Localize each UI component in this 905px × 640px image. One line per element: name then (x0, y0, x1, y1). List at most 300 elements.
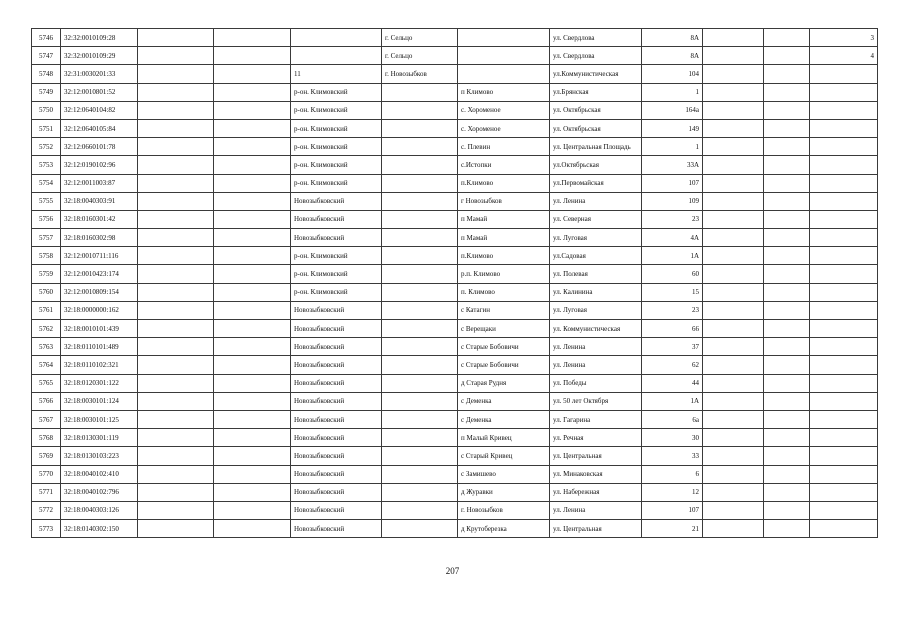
cell-apartment (810, 501, 878, 519)
cell-column-3 (138, 465, 214, 483)
cell-apartment: 4 (810, 47, 878, 65)
cell-district: Новозыбковский (291, 210, 382, 228)
cell-column-3 (138, 265, 214, 283)
cell-district: р-он. Климовский (291, 283, 382, 301)
cell-city: г. Новозыбков (382, 65, 458, 83)
cell-street: ул. Полевая (550, 265, 642, 283)
cell-street: ул. Набережная (550, 483, 642, 501)
cell-city (382, 320, 458, 338)
cell-apartment (810, 156, 878, 174)
cell-settlement (458, 29, 550, 47)
cell-column-3 (138, 101, 214, 119)
cell-settlement: п Мамай (458, 210, 550, 228)
cell-settlement: д Журавки (458, 483, 550, 501)
cell-city (382, 138, 458, 156)
cell-apartment (810, 410, 878, 428)
cell-house: 6 (642, 465, 703, 483)
cell-house: 21 (642, 520, 703, 538)
cell-house: 4А (642, 229, 703, 247)
cell-column-11 (764, 301, 810, 319)
cell-city (382, 501, 458, 519)
cell-record-number: 5767 (32, 410, 61, 428)
cell-street: ул. Ленина (550, 501, 642, 519)
cell-settlement: п.Климово (458, 247, 550, 265)
cell-cadastral-number: 32:18:0140302:150 (61, 520, 138, 538)
cell-record-number: 5748 (32, 65, 61, 83)
cell-street: ул. Коммунистическая (550, 320, 642, 338)
cell-city (382, 283, 458, 301)
cell-cadastral-number: 32:12:0011003:87 (61, 174, 138, 192)
cell-district: р-он. Климовский (291, 119, 382, 137)
table-row (32, 483, 878, 501)
cell-city (382, 429, 458, 447)
cell-column-4 (214, 47, 291, 65)
cell-district: Новозыбковский (291, 410, 382, 428)
cell-district: р-он. Климовский (291, 247, 382, 265)
cell-settlement: п Малый Кривец (458, 429, 550, 447)
cell-district (291, 47, 382, 65)
cell-apartment (810, 101, 878, 119)
cell-column-3 (138, 501, 214, 519)
cell-house: 8А (642, 47, 703, 65)
cell-record-number: 5749 (32, 83, 61, 101)
cell-column-4 (214, 192, 291, 210)
cell-cadastral-number: 32:18:0030101:124 (61, 392, 138, 410)
table-row (32, 83, 878, 101)
cell-district: р-он. Климовский (291, 174, 382, 192)
cell-settlement: п.Климово (458, 174, 550, 192)
cell-cadastral-number: 32:18:0040102:410 (61, 465, 138, 483)
cell-house: 1 (642, 138, 703, 156)
cell-district: Новозыбковский (291, 501, 382, 519)
cell-column-3 (138, 138, 214, 156)
cell-settlement (458, 65, 550, 83)
cell-column-3 (138, 174, 214, 192)
cell-district: р-он. Климовский (291, 83, 382, 101)
cell-column-4 (214, 210, 291, 228)
cell-street: ул. Северная (550, 210, 642, 228)
cell-column-11 (764, 338, 810, 356)
cell-house: 33А (642, 156, 703, 174)
cell-column-11 (764, 29, 810, 47)
cell-cadastral-number: 32:12:0190102:96 (61, 156, 138, 174)
cell-settlement: с. Хороменое (458, 119, 550, 137)
cell-column-3 (138, 29, 214, 47)
cell-column-4 (214, 483, 291, 501)
cell-city (382, 356, 458, 374)
page-number: 207 (445, 566, 460, 576)
cell-house: 1 (642, 83, 703, 101)
cell-column-10 (703, 265, 764, 283)
cell-column-11 (764, 520, 810, 538)
cell-street: ул. Ленина (550, 338, 642, 356)
cell-column-10 (703, 356, 764, 374)
cell-column-11 (764, 410, 810, 428)
cell-city (382, 392, 458, 410)
table-row (32, 374, 878, 392)
cell-house: 60 (642, 265, 703, 283)
cell-apartment (810, 374, 878, 392)
cell-cadastral-number: 32:18:0160301:42 (61, 210, 138, 228)
cell-house: 6а (642, 410, 703, 428)
cell-column-10 (703, 119, 764, 137)
cell-column-10 (703, 283, 764, 301)
cell-city (382, 247, 458, 265)
cell-column-10 (703, 192, 764, 210)
cell-street: ул.Брянская (550, 83, 642, 101)
cell-district: р-он. Климовский (291, 265, 382, 283)
cell-column-4 (214, 247, 291, 265)
cell-street: ул. Октябрьская (550, 119, 642, 137)
cell-column-10 (703, 47, 764, 65)
cell-column-4 (214, 520, 291, 538)
cell-cadastral-number: 32:18:0000000:162 (61, 301, 138, 319)
cell-cadastral-number: 32:31:0030201:33 (61, 65, 138, 83)
cell-city: г. Сельцо (382, 29, 458, 47)
cell-district: Новозыбковский (291, 520, 382, 538)
table-row (32, 320, 878, 338)
cell-apartment (810, 429, 878, 447)
table-row (32, 174, 878, 192)
cell-street: ул. Ленина (550, 356, 642, 374)
cell-street: ул. Калинина (550, 283, 642, 301)
cell-column-4 (214, 356, 291, 374)
cell-column-4 (214, 156, 291, 174)
table-row (32, 138, 878, 156)
cell-column-10 (703, 392, 764, 410)
cell-settlement: с. Хороменое (458, 101, 550, 119)
cell-house: 107 (642, 501, 703, 519)
cell-district: р-он. Климовский (291, 156, 382, 174)
cell-settlement: с Старые Бобовичи (458, 338, 550, 356)
cell-city (382, 465, 458, 483)
table-row (32, 392, 878, 410)
cell-record-number: 5751 (32, 119, 61, 137)
table-row (32, 520, 878, 538)
cell-city (382, 156, 458, 174)
cell-street: ул. 50 лет Октября (550, 392, 642, 410)
cell-city (382, 338, 458, 356)
cell-column-3 (138, 283, 214, 301)
cell-cadastral-number: 32:18:0040102:796 (61, 483, 138, 501)
cell-settlement: п Мамай (458, 229, 550, 247)
table-row (32, 29, 878, 47)
cell-column-10 (703, 338, 764, 356)
cell-column-10 (703, 65, 764, 83)
register-body (32, 29, 878, 538)
cell-column-3 (138, 156, 214, 174)
cell-column-11 (764, 47, 810, 65)
cell-column-4 (214, 101, 291, 119)
cell-column-3 (138, 356, 214, 374)
cell-apartment (810, 265, 878, 283)
cell-column-4 (214, 374, 291, 392)
cell-house: 30 (642, 429, 703, 447)
cell-house: 1А (642, 247, 703, 265)
cell-house: 15 (642, 283, 703, 301)
cell-record-number: 5750 (32, 101, 61, 119)
cell-column-4 (214, 229, 291, 247)
cell-house: 107 (642, 174, 703, 192)
cell-apartment (810, 483, 878, 501)
cell-city (382, 83, 458, 101)
cell-cadastral-number: 32:18:0010101:439 (61, 320, 138, 338)
cell-district: р-он. Климовский (291, 138, 382, 156)
cell-column-11 (764, 447, 810, 465)
cell-column-10 (703, 156, 764, 174)
cell-column-3 (138, 520, 214, 538)
cell-column-3 (138, 229, 214, 247)
table-row (32, 210, 878, 228)
cell-record-number: 5746 (32, 29, 61, 47)
cell-cadastral-number: 32:12:0640105:84 (61, 119, 138, 137)
cell-street: ул. Центральная (550, 520, 642, 538)
cell-cadastral-number: 32:12:0010711:116 (61, 247, 138, 265)
cell-cadastral-number: 32:12:0010423:174 (61, 265, 138, 283)
cell-district: Новозыбковский (291, 192, 382, 210)
cell-street: ул.Первомайская (550, 174, 642, 192)
cell-column-4 (214, 174, 291, 192)
table-row (32, 465, 878, 483)
cell-house: 23 (642, 301, 703, 319)
cell-street: ул. Ленина (550, 192, 642, 210)
cell-district: Новозыбковский (291, 356, 382, 374)
cell-column-11 (764, 210, 810, 228)
cell-column-10 (703, 520, 764, 538)
cell-settlement: с Верещаки (458, 320, 550, 338)
cell-record-number: 5760 (32, 283, 61, 301)
cell-record-number: 5755 (32, 192, 61, 210)
cell-district (291, 29, 382, 47)
cell-district: Новозыбковский (291, 229, 382, 247)
cell-column-10 (703, 374, 764, 392)
cell-column-4 (214, 465, 291, 483)
cell-column-3 (138, 374, 214, 392)
cell-column-4 (214, 392, 291, 410)
cell-column-3 (138, 65, 214, 83)
cell-city (382, 119, 458, 137)
cell-column-10 (703, 320, 764, 338)
cell-record-number: 5763 (32, 338, 61, 356)
cell-column-11 (764, 320, 810, 338)
cell-house: 109 (642, 192, 703, 210)
cell-record-number: 5757 (32, 229, 61, 247)
cell-cadastral-number: 32:18:0110101:489 (61, 338, 138, 356)
cell-district: Новозыбковский (291, 465, 382, 483)
cell-settlement: с Деменка (458, 392, 550, 410)
cell-cadastral-number: 32:18:0040303:91 (61, 192, 138, 210)
cell-street: ул. Свердлова (550, 47, 642, 65)
cell-column-10 (703, 447, 764, 465)
cell-cadastral-number: 32:18:0030101:125 (61, 410, 138, 428)
cell-city (382, 229, 458, 247)
cell-settlement: с Старые Бобовичи (458, 356, 550, 374)
cell-column-10 (703, 429, 764, 447)
cell-column-11 (764, 229, 810, 247)
cell-cadastral-number: 32:12:0640104:82 (61, 101, 138, 119)
cell-column-4 (214, 410, 291, 428)
cell-settlement: п. Климово (458, 283, 550, 301)
cell-column-10 (703, 501, 764, 519)
cell-district: Новозыбковский (291, 483, 382, 501)
table-row (32, 47, 878, 65)
cell-street: ул.Октябрьская (550, 156, 642, 174)
cell-settlement: с. Плевин (458, 138, 550, 156)
register-table (31, 28, 878, 538)
cell-apartment (810, 283, 878, 301)
cell-district: Новозыбковский (291, 374, 382, 392)
cell-column-10 (703, 83, 764, 101)
cell-column-11 (764, 392, 810, 410)
cell-column-4 (214, 138, 291, 156)
cell-column-4 (214, 429, 291, 447)
cell-settlement: р.п. Климово (458, 265, 550, 283)
cell-district: Новозыбковский (291, 301, 382, 319)
cell-house: 44 (642, 374, 703, 392)
cell-column-3 (138, 247, 214, 265)
cell-city (382, 210, 458, 228)
cell-column-11 (764, 156, 810, 174)
cell-apartment (810, 465, 878, 483)
cell-city (382, 301, 458, 319)
cell-district: Новозыбковский (291, 447, 382, 465)
cell-column-11 (764, 138, 810, 156)
table-row (32, 356, 878, 374)
cell-column-10 (703, 301, 764, 319)
cell-column-3 (138, 83, 214, 101)
cell-column-4 (214, 65, 291, 83)
cell-column-11 (764, 174, 810, 192)
cell-column-11 (764, 265, 810, 283)
cell-column-4 (214, 29, 291, 47)
cell-column-3 (138, 483, 214, 501)
cell-apartment (810, 356, 878, 374)
cell-street: ул.Садовая (550, 247, 642, 265)
cell-settlement: д Крутоберезка (458, 520, 550, 538)
cell-column-11 (764, 247, 810, 265)
cell-record-number: 5769 (32, 447, 61, 465)
cell-column-3 (138, 338, 214, 356)
cell-record-number: 5773 (32, 520, 61, 538)
cell-column-3 (138, 47, 214, 65)
cell-house: 37 (642, 338, 703, 356)
cell-cadastral-number: 32:18:0110102:321 (61, 356, 138, 374)
table-row (32, 156, 878, 174)
cell-city (382, 447, 458, 465)
cell-column-11 (764, 356, 810, 374)
cell-column-11 (764, 119, 810, 137)
cell-column-4 (214, 447, 291, 465)
cell-house: 62 (642, 356, 703, 374)
cell-column-10 (703, 138, 764, 156)
cell-settlement: с Старый Кривец (458, 447, 550, 465)
table-row (32, 410, 878, 428)
cell-apartment (810, 320, 878, 338)
cell-apartment (810, 392, 878, 410)
table-row (32, 265, 878, 283)
cell-city (382, 265, 458, 283)
cell-apartment (810, 247, 878, 265)
cell-record-number: 5772 (32, 501, 61, 519)
table-row (32, 192, 878, 210)
cell-cadastral-number: 32:18:0040303:126 (61, 501, 138, 519)
cell-apartment (810, 229, 878, 247)
cell-apartment (810, 138, 878, 156)
cell-column-4 (214, 320, 291, 338)
cell-record-number: 5762 (32, 320, 61, 338)
cell-city (382, 192, 458, 210)
cell-column-10 (703, 229, 764, 247)
cell-record-number: 5764 (32, 356, 61, 374)
cell-settlement: г Новозыбков (458, 192, 550, 210)
cell-column-3 (138, 410, 214, 428)
cell-column-3 (138, 392, 214, 410)
cell-apartment (810, 338, 878, 356)
cell-cadastral-number: 32:32:0010109:28 (61, 29, 138, 47)
cell-street: ул. Центральная Площадь (550, 138, 642, 156)
cell-house: 1А (642, 392, 703, 410)
cell-column-3 (138, 429, 214, 447)
cell-city (382, 520, 458, 538)
cell-street: ул. Гагарина (550, 410, 642, 428)
cell-district: Новозыбковский (291, 320, 382, 338)
cell-street: ул. Свердлова (550, 29, 642, 47)
table-row (32, 429, 878, 447)
table-row (32, 283, 878, 301)
cell-column-4 (214, 501, 291, 519)
cell-column-3 (138, 447, 214, 465)
cell-street: ул. Луговая (550, 301, 642, 319)
cell-column-10 (703, 29, 764, 47)
cell-record-number: 5771 (32, 483, 61, 501)
cell-column-11 (764, 283, 810, 301)
cell-column-4 (214, 338, 291, 356)
cell-record-number: 5756 (32, 210, 61, 228)
cell-column-11 (764, 483, 810, 501)
cell-cadastral-number: 32:12:0010801:52 (61, 83, 138, 101)
cell-settlement (458, 47, 550, 65)
cell-column-4 (214, 119, 291, 137)
cell-apartment (810, 174, 878, 192)
cell-column-11 (764, 83, 810, 101)
cell-column-11 (764, 429, 810, 447)
cell-street: ул. Речная (550, 429, 642, 447)
cell-street: ул. Центральная (550, 447, 642, 465)
cell-district: р-он. Климовский (291, 101, 382, 119)
cell-apartment (810, 192, 878, 210)
cell-house: 66 (642, 320, 703, 338)
cell-record-number: 5765 (32, 374, 61, 392)
cell-apartment (810, 210, 878, 228)
cell-city: г. Сельцо (382, 47, 458, 65)
cell-city (382, 101, 458, 119)
cell-record-number: 5758 (32, 247, 61, 265)
cell-house: 149 (642, 119, 703, 137)
cell-column-3 (138, 301, 214, 319)
cell-record-number: 5752 (32, 138, 61, 156)
cell-cadastral-number: 32:18:0160302:98 (61, 229, 138, 247)
cell-settlement: с.Истопки (458, 156, 550, 174)
cell-record-number: 5766 (32, 392, 61, 410)
cell-house: 12 (642, 483, 703, 501)
cell-district: Новозыбковский (291, 338, 382, 356)
cell-record-number: 5770 (32, 465, 61, 483)
cell-column-10 (703, 410, 764, 428)
cell-column-11 (764, 501, 810, 519)
table-row (32, 247, 878, 265)
cell-apartment (810, 65, 878, 83)
cell-column-4 (214, 265, 291, 283)
